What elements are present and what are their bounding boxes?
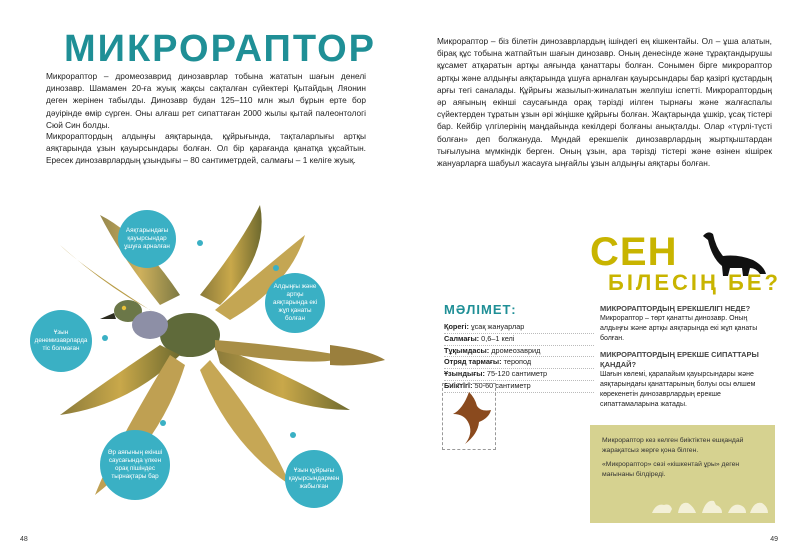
intro-paragraph: Микрораптор – дромеозаврид динозаврлар тобына жататын шағын денелі динозавр. Шамамен 20-ға жуық жақсы сақталған сүйектері Қытайдың Ляонин деген жерінен табылды. Динозавр будан 125–110 млн жыл бұрын ерте бор дәуірінде өмір сүрген. Оны алғаш рет сипаттаған 2000 жылы қытай палеонтологі Сюй Син болды.: [46, 71, 366, 130]
question: МИКРОРАПТОРДЫҢ ЕРЕКШЕЛІГІ НЕДЕ?: [600, 304, 751, 313]
did-you-know-title: СЕН: [590, 230, 678, 274]
page-number-right: 49: [770, 536, 778, 543]
qa-block-1: [600, 304, 770, 344]
facts-title: МӘЛІМЕТ:: [444, 302, 517, 317]
right-page: [400, 0, 800, 559]
dinosaur-silhouette-icon: [698, 228, 768, 278]
answer: Шағын көлемі, қарапайым қауырсындары және аяқтарындағы қанаттарының болуы осы өлшем көрекенетін динозаврлардың ерекше сипаттамаларына жатады.: [600, 371, 756, 408]
callout-no-teeth: Ұзын денемизаврларда тіс болмаған: [30, 310, 92, 372]
fact-row: Қорегі: ұсақ жануарлар: [444, 322, 594, 334]
callout-dot: [273, 265, 279, 271]
fact-box-text: Микрораптор кез келген биіктіктен ешқандай жарақатсыз жерге қона білген. «Микрораптор» сөзі «кішкентай ұры» деген мағынаны білдіреді.: [602, 437, 744, 478]
fossil-illustration: [442, 383, 496, 450]
fact-row: Ұзындығы: 75-120 сантиметр: [444, 369, 594, 381]
callout-dot: [160, 420, 166, 426]
qa-block-2: [600, 350, 770, 410]
fossil-icon: [443, 384, 495, 449]
callout-feathers-flight: Аяқтарындағы қауырсындар ұшуға арналған: [118, 210, 176, 268]
did-you-know-subtitle: БІЛЕСІҢ БЕ?: [608, 270, 781, 295]
fact-box: [590, 425, 775, 523]
fact-row: Отряд тармағы: теропод: [444, 357, 594, 369]
fact-row: Тұқымдасы: дромеозаврид: [444, 346, 594, 358]
callout-dot: [290, 432, 296, 438]
question: МИКРОРАПТОРДЫҢ ЕРЕКШЕ СИПАТТАРЫ ҚАНДАЙ?: [600, 350, 759, 369]
dinosaur-row-icon: [650, 495, 770, 517]
fact-row: Биіктігі: 50-60 сантиметр: [444, 381, 594, 393]
callout-four-wings: Алдыңғы және артқы аяқтарында екі жұп қанаты болған: [265, 273, 325, 333]
main-paragraph: Микрораптор – біз білетін динозаврлардың ішіндегі ең кішкентайы. Ол – ұша алатын, бірақ құс тобына жатпайтын шағын динозавр. Оның денесінде және тұрақтандырушы құсамет атқаратын артқы аяғында қанаттары болған. Сонымен бірге микрораптор артқы және алдыңғы аяқтарында ұшуға арналған қауырсындары бар қазіргі құстардың арғы тегі саналады. Құйрығы жазылып-жиналатын желпуіш іспетті. Микрораптордың әр аяғының екінші саусағында орақ тәрізді иілген тырнағы және жалғаспалы сүйектерден тұратын ұзын әрі жіңішке құйрығы болған. Жақтарында ұшкір, ұсақ тістері бар. Кейбір үлгілерінің маңдайында кекілдері болғаны анықталды. Олар «түрлі-түсті болған» деп болжануда. Мұндай ерекшелік динозаврлардың жыртқыштардан тығылуына мүмкіндік берген. Оның ұзын, ара тәрізді тістері және өзінен кішірек жануарларға шабуыл жасауға ыңғайлы ұзын алдыңғы аяқтары болған.: [437, 36, 772, 169]
description-paragraph: Микрораптордың алдыңғы аяқтарында, құйрығында, тақталарлығы артқы аяқтарында ұзын қауырсындары болған. Ол бір қарағанда қанатқа ұқсайтын. Ересек динозаврлардың ұзындығы – 80 сантиметрдей, салмағы – 1 келіге жуық.: [46, 131, 366, 166]
callout-dot: [102, 335, 108, 341]
page-title: МИКРОРАПТОР: [64, 28, 376, 70]
fact-row: Салмағы: 0,6–1 келі: [444, 334, 594, 346]
callout-claw: Әр аяғының екінші саусағында үлкен орақ пішіндес тырнақтары бар: [100, 430, 170, 500]
answer: Микрораптор – төрт қанатты динозавр. Оның алдыңғы және артқы аяқтарында екі жұп қанаты болған.: [600, 315, 758, 342]
callout-tail: Ұзын құйрығы қауырсындармен жабылған: [285, 450, 343, 508]
page-number-left: 48: [20, 536, 28, 543]
callout-dot: [197, 240, 203, 246]
